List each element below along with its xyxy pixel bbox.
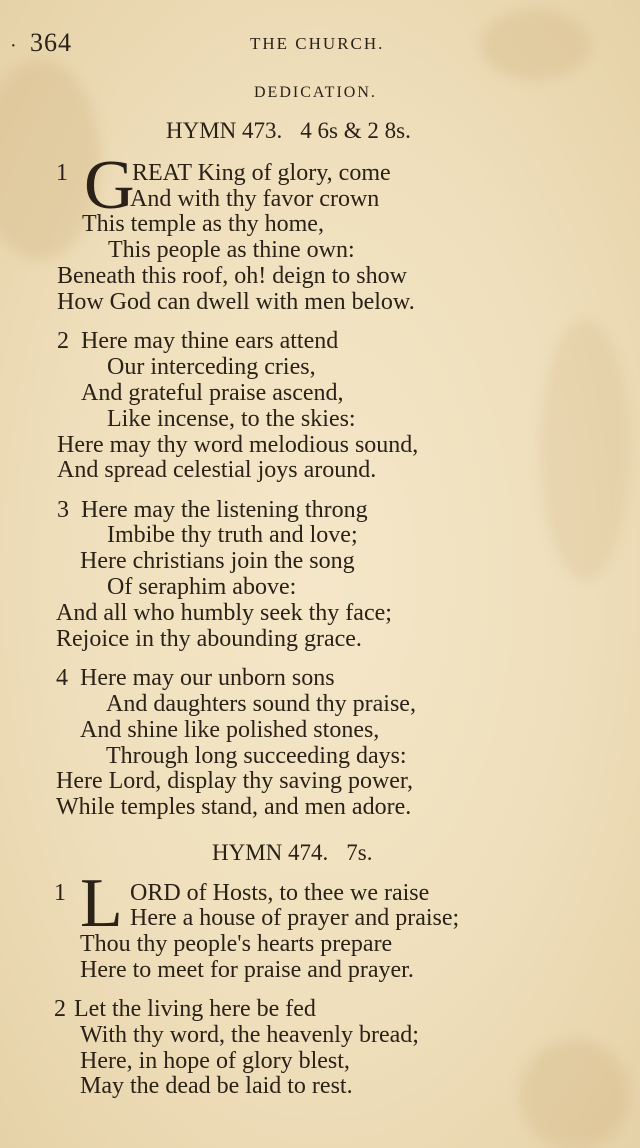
page-header (0, 28, 640, 60)
verse-line: Here to meet for praise and prayer. (80, 957, 414, 983)
verse-line: Our interceding cries, (107, 354, 316, 380)
hymn-meter: 7s. (346, 840, 373, 865)
verse-line: And with thy favor crown (130, 186, 380, 212)
verse-line: And all who humbly seek thy face; (56, 600, 392, 626)
drop-cap: G (84, 147, 135, 224)
verse-line: Rejoice in thy abounding grace. (56, 626, 362, 652)
verse-line: Imbibe thy truth and love; (107, 522, 358, 548)
verse-line: REAT King of glory, come (132, 160, 391, 186)
verse-line: Of seraphim above: (107, 574, 297, 600)
verse-line: Let the living here be fed (74, 996, 316, 1022)
hymn-title (212, 840, 372, 866)
stanza-number: 1 (56, 160, 68, 186)
verse-line: And shine like polished stones, (80, 717, 380, 743)
stanza-number: 4 (56, 665, 68, 691)
page-number: 364 (30, 28, 72, 57)
paper-stain (520, 1040, 630, 1148)
verse-line: Here may the listening throng (81, 497, 368, 523)
stanza-number: 3 (57, 497, 69, 523)
verse-line: Here christians join the song (80, 548, 355, 574)
stanza-number: 2 (54, 996, 66, 1022)
stanza-number: 2 (57, 328, 69, 354)
section-heading: DEDICATION. (254, 84, 377, 101)
verse-line: ORD of Hosts, to thee we raise (130, 880, 430, 906)
verse-line: Here may thine ears attend (81, 328, 339, 354)
header-marker: · (10, 35, 17, 57)
running-title: THE CHURCH. (250, 34, 385, 53)
verse-line: Thou thy people's hearts prepare (80, 931, 393, 957)
verse-line: May the dead be laid to rest. (80, 1073, 353, 1099)
verse-line: Here a house of prayer and praise; (130, 905, 460, 931)
verse-line: This people as thine own: (108, 237, 355, 263)
verse-line: With thy word, the heavenly bread; (80, 1022, 419, 1048)
verse-line: This temple as thy home, (82, 211, 324, 237)
verse-line: Beneath this roof, oh! deign to show (57, 263, 407, 289)
stanza-number: 1 (54, 880, 66, 906)
verse-line: Here may our unborn sons (80, 665, 335, 691)
hymn-title (166, 118, 411, 144)
verse-line: And daughters sound thy praise, (106, 691, 416, 717)
drop-cap: L (80, 865, 123, 942)
verse-line: Like incense, to the skies: (107, 406, 356, 432)
verse-line: Here Lord, display thy saving power, (56, 768, 413, 794)
verse-line: While temples stand, and men adore. (56, 794, 412, 820)
paper-stain (540, 320, 630, 580)
verse-line: And spread celestial joys around. (57, 457, 377, 483)
hymn-meter: 4 6s & 2 8s. (300, 118, 411, 143)
verse-line: How God can dwell with men below. (57, 289, 415, 315)
verse-line: Through long succeeding days: (106, 743, 407, 769)
verse-line: And grateful praise ascend, (81, 380, 344, 406)
hymn-number: HYMN 474. (212, 840, 329, 865)
verse-line: Here, in hope of glory blest, (80, 1048, 350, 1074)
hymn-number: HYMN 473. (166, 118, 283, 143)
verse-line: Here may thy word melodious sound, (57, 432, 419, 458)
